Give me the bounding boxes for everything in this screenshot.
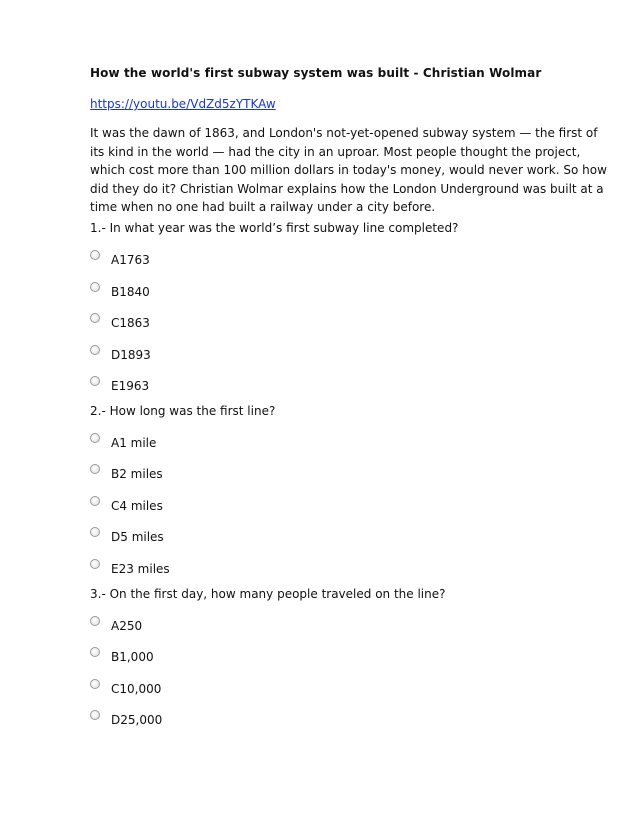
option-label[interactable]: C10,000 bbox=[111, 682, 162, 696]
intro-paragraph bbox=[90, 124, 607, 217]
radio-button[interactable] bbox=[90, 376, 100, 386]
option-label[interactable]: A250 bbox=[111, 619, 143, 633]
radio-button[interactable] bbox=[90, 710, 100, 720]
option-label[interactable]: B2 miles bbox=[111, 467, 163, 481]
option-label[interactable]: C1863 bbox=[111, 316, 150, 330]
radio-button[interactable] bbox=[90, 345, 100, 355]
radio-button[interactable] bbox=[90, 527, 100, 537]
option-label[interactable]: E23 miles bbox=[111, 562, 170, 576]
option-label[interactable]: A1763 bbox=[111, 253, 150, 267]
radio-button[interactable] bbox=[90, 559, 100, 569]
intro-line: did they do it? Christian Wolmar explains how the London Underground was built at a bbox=[90, 181, 604, 196]
option-label[interactable]: D1893 bbox=[111, 348, 151, 362]
radio-button[interactable] bbox=[90, 313, 100, 323]
intro-line: It was the dawn of 1863, and London's not-yet-opened subway system — the first of bbox=[90, 126, 598, 140]
radio-button[interactable] bbox=[90, 647, 100, 657]
intro-line: time when no one had built a railway under a city before. bbox=[90, 200, 436, 215]
option-label[interactable]: D5 miles bbox=[111, 530, 164, 544]
option-label[interactable]: E1963 bbox=[111, 379, 150, 393]
radio-button[interactable] bbox=[90, 433, 100, 443]
page-title: How the world's first subway system was built - Christian Wolmar bbox=[90, 66, 542, 80]
radio-button[interactable] bbox=[90, 616, 100, 626]
option-label[interactable]: D25,000 bbox=[111, 713, 163, 727]
radio-button[interactable] bbox=[90, 282, 100, 292]
radio-button[interactable] bbox=[90, 250, 100, 260]
question-2: 2.- How long was the first line? bbox=[90, 404, 276, 418]
option-label[interactable]: B1840 bbox=[111, 285, 150, 299]
radio-button[interactable] bbox=[90, 496, 100, 506]
option-label[interactable]: B1,000 bbox=[111, 650, 154, 664]
question-3: 3.- On the first day, how many people traveled on the line? bbox=[90, 587, 446, 601]
option-label[interactable]: C4 miles bbox=[111, 499, 163, 513]
video-link[interactable]: https://youtu.be/VdZd5zYTKAw bbox=[90, 97, 276, 111]
option-label[interactable]: A1 mile bbox=[111, 436, 157, 450]
radio-button[interactable] bbox=[90, 679, 100, 689]
radio-button[interactable] bbox=[90, 464, 100, 474]
question-1: 1.- In what year was the world’s first subway line completed? bbox=[90, 221, 459, 235]
intro-line: which cost more than 100 million dollars in today's money, would never work. So how bbox=[90, 163, 607, 178]
intro-line: its kind in the world — had the city in an uproar. Most people thought the project, bbox=[90, 144, 581, 159]
